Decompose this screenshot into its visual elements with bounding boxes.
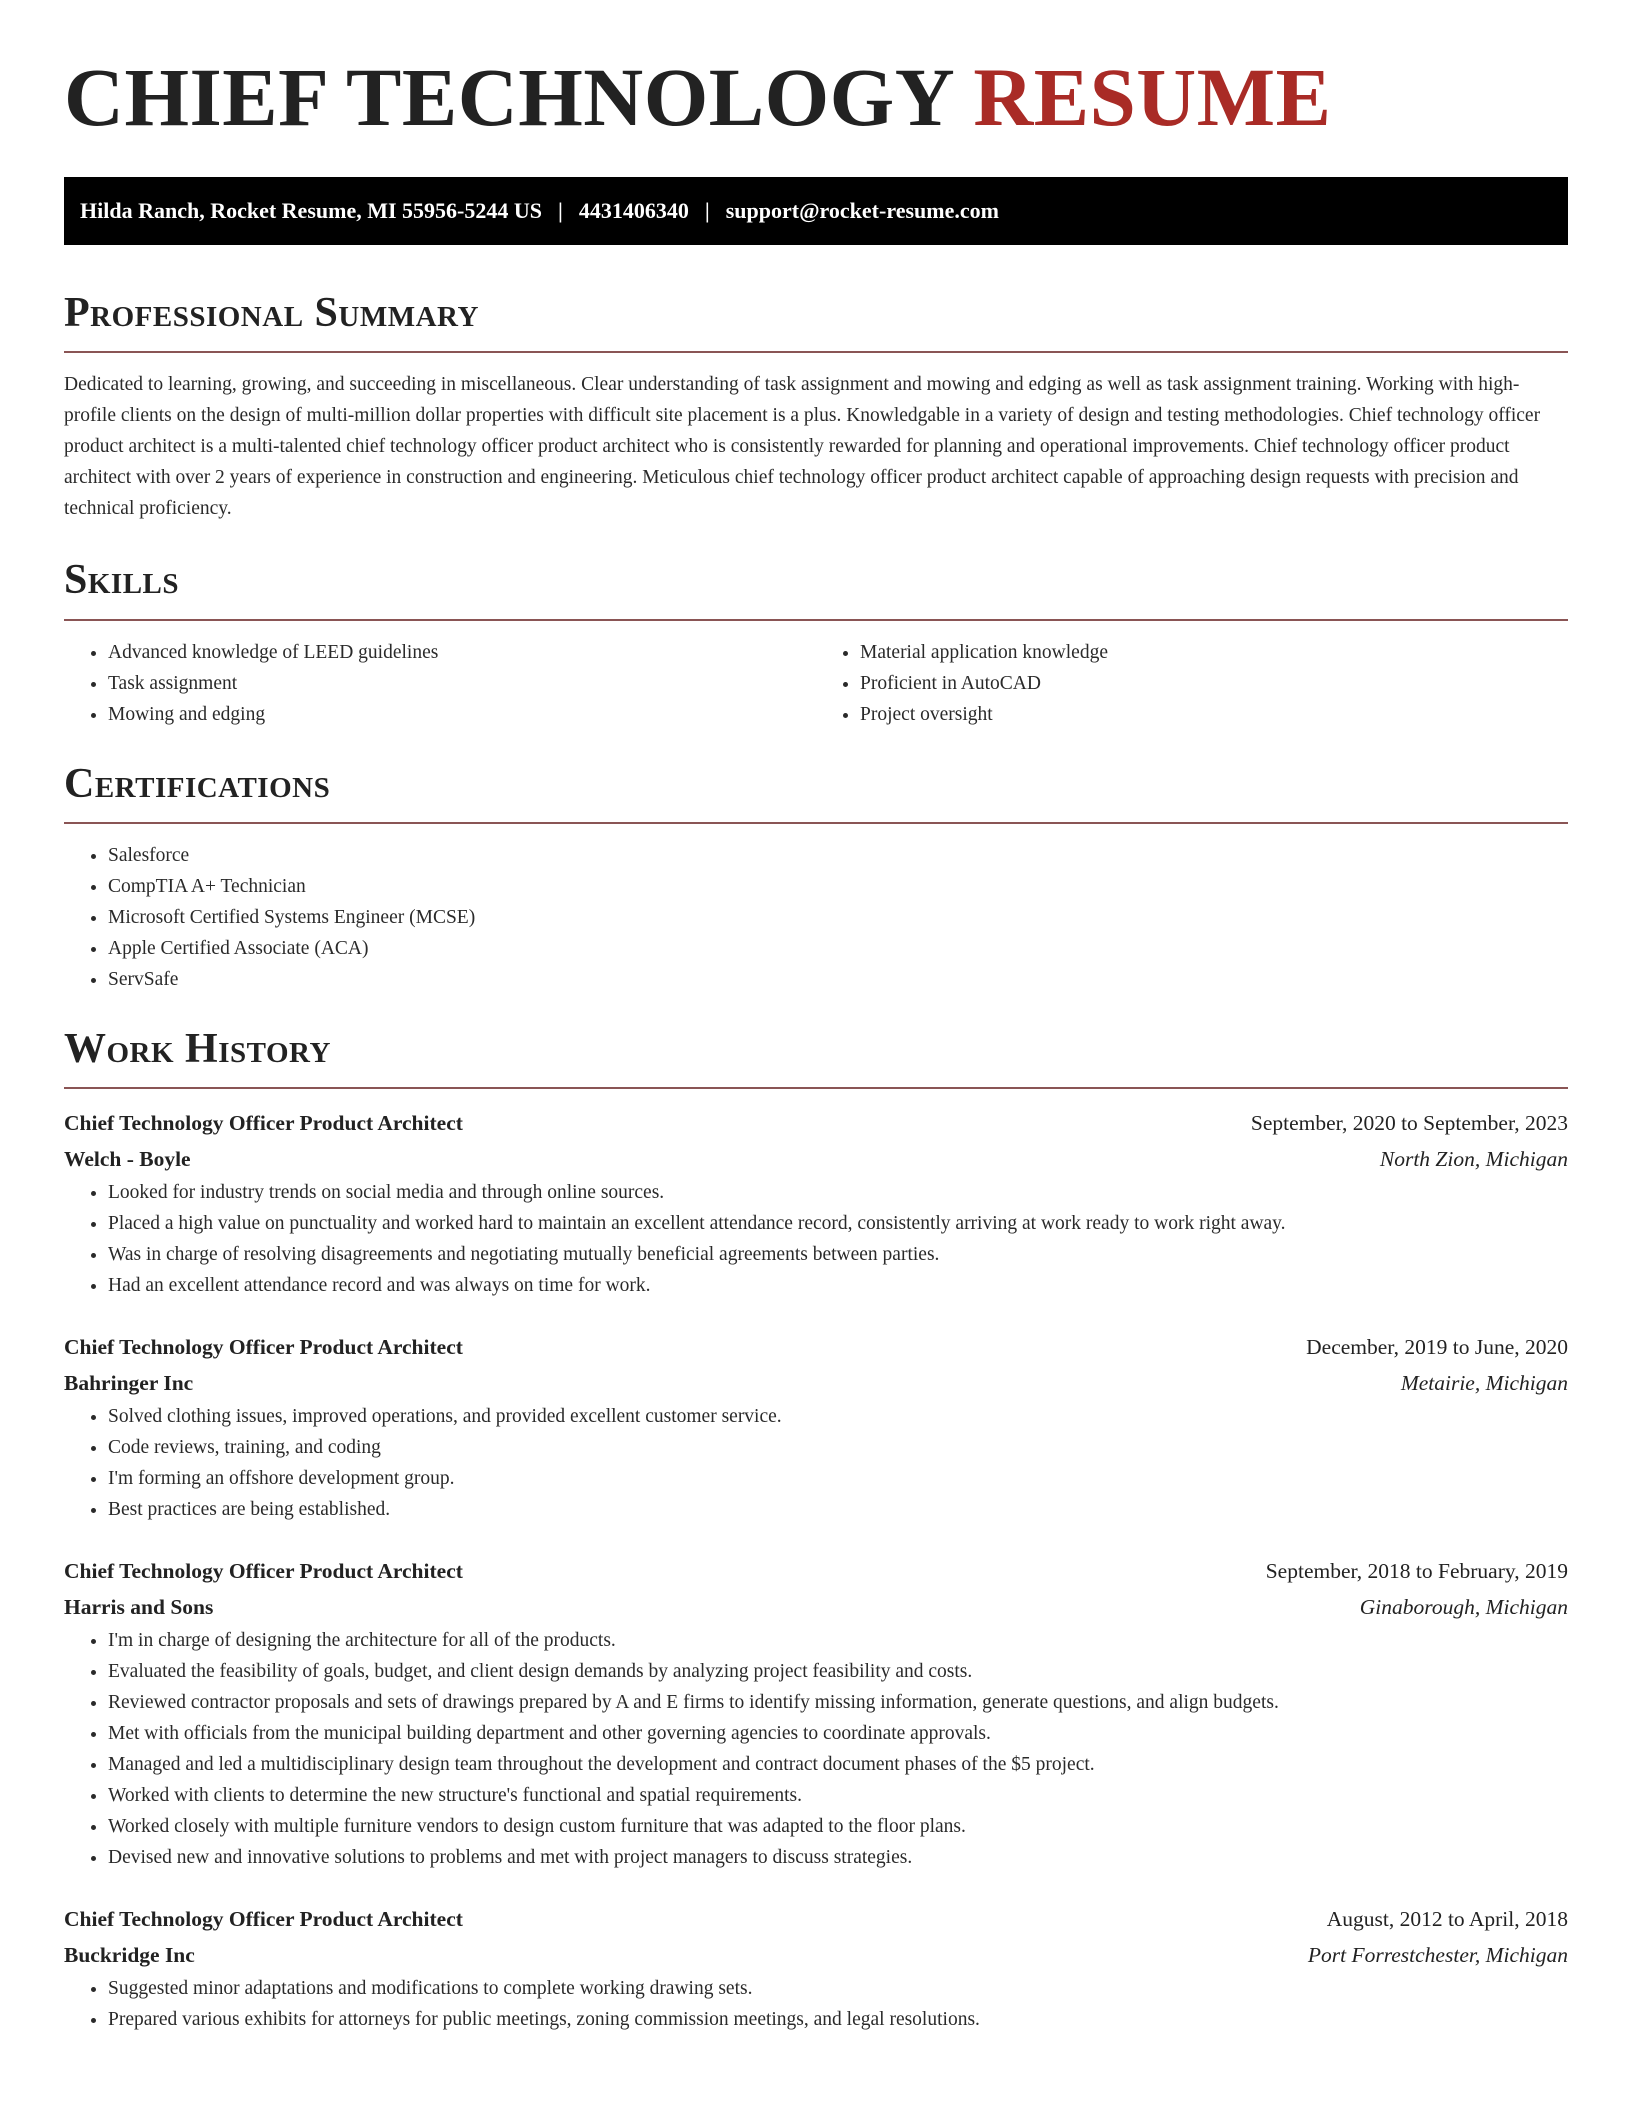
job-bullet: • I'm forming an offshore development group. [108, 1463, 1568, 1494]
certification-item: • Microsoft Certified Systems Engineer (MCSE) [108, 902, 1568, 933]
skill-item: • Task assignment [108, 668, 816, 699]
job-bullet: • I'm in charge of designing the architecture for all of the products. [108, 1625, 1568, 1656]
job-location: Ginaborough, Michigan [1359, 1595, 1568, 1620]
job-bullet: • Devised new and innovative solutions to problems and met with project managers to discuss strategies. [108, 1842, 1568, 1873]
job-bullet: • Evaluated the feasibility of goals, budget, and client design demands by analyzing project feasibility and costs. [108, 1656, 1568, 1687]
skills-list-right [816, 637, 1568, 730]
contact-phone: 4431406340 [578, 198, 689, 223]
job-subheader [64, 1937, 1568, 1973]
skill-item: • Project oversight [860, 699, 1568, 730]
job-entry [64, 1553, 1568, 1873]
summary-heading: Professional Summary [64, 290, 479, 336]
job-bullet: • Managed and led a multidisciplinary design team throughout the development and contract document phases of the $5 project. [108, 1749, 1568, 1780]
job-subheader [64, 1141, 1568, 1177]
job-bullets [64, 1177, 1568, 1301]
contact-separator: | [558, 198, 563, 223]
job-entry [64, 1105, 1568, 1301]
job-bullet: • Placed a high value on punctuality and worked hard to maintain an excellent attendance record, consistently arriving at work ready to work right away. [108, 1208, 1568, 1239]
skills-heading: Skills [64, 557, 180, 604]
skills-section [64, 556, 1568, 729]
job-header [64, 1329, 1568, 1365]
job-header [64, 1105, 1568, 1141]
certifications-section [64, 760, 1568, 995]
job-title: Chief Technology Officer Product Architect [64, 1335, 463, 1360]
job-dates: September, 2020 to September, 2023 [1250, 1111, 1568, 1136]
job-bullet: • Reviewed contractor proposals and sets of drawings prepared by A and E firms to identify missing information, generate questions, and align budgets. [108, 1687, 1568, 1718]
job-location: Metairie, Michigan [1400, 1371, 1568, 1396]
job-bullet: • Had an excellent attendance record and was always on time for work. [108, 1270, 1568, 1301]
job-bullet: • Looked for industry trends on social media and through online sources. [108, 1177, 1568, 1208]
job-header [64, 1553, 1568, 1589]
job-title: Chief Technology Officer Product Architect [64, 1907, 463, 1932]
skill-item: • Proficient in AutoCAD [860, 668, 1568, 699]
job-dates: August, 2012 to April, 2018 [1326, 1907, 1568, 1932]
job-bullets [64, 1973, 1568, 2035]
skills-list-left [64, 637, 816, 730]
job-dates: September, 2018 to February, 2019 [1265, 1559, 1568, 1584]
job-bullets [64, 1625, 1568, 1873]
skill-item: • Material application knowledge [860, 637, 1568, 668]
work-history-heading: Work History [64, 1025, 331, 1072]
certification-item: • Salesforce [108, 840, 1568, 871]
job-title: Chief Technology Officer Product Architect [64, 1559, 463, 1584]
skill-item: • Mowing and edging [108, 699, 816, 730]
summary-text: Dedicated to learning, growing, and succeeding in miscellaneous. Clear understanding of task assignment and mowing and edging as well as task assignment training. Working with high-profile clients on the design of multi-million dollar properties with difficult site placement is a plus. Knowledgable in a variety of design and testing methodologies. Chief technology officer product architect is a multi-talented chief technology officer product architect who is consistently rewarded for planning and operational improvements. Chief technology officer product architect with over 2 years of experience in construction and engineering. Meticulous chief technology officer product architect capable of approaching design requests with precision and technical proficiency. [64, 374, 1541, 520]
job-dates: December, 2019 to June, 2020 [1306, 1335, 1568, 1360]
job-company: Bahringer Inc [64, 1371, 194, 1396]
job-bullet: • Suggested minor adaptations and modifications to complete working drawing sets. [108, 1973, 1568, 2004]
job-subheader [64, 1589, 1568, 1625]
section-divider [64, 822, 1568, 824]
certifications-heading: Certifications [64, 760, 331, 807]
skills-grid [64, 637, 1568, 730]
job-company: Buckridge Inc [64, 1943, 195, 1968]
title-accent: RESUME [973, 51, 1332, 143]
job-bullet: • Solved clothing issues, improved operations, and provided excellent customer service. [108, 1401, 1568, 1432]
resume-title [64, 51, 1568, 143]
job-bullet: • Met with officials from the municipal building department and other governing agencies to coordinate approvals. [108, 1718, 1568, 1749]
job-bullet: • Best practices are being established. [108, 1494, 1568, 1525]
job-location: Port Forrestchester, Michigan [1307, 1943, 1568, 1968]
job-company: Welch - Boyle [64, 1147, 191, 1172]
job-bullet: • Was in charge of resolving disagreements and negotiating mutually beneficial agreements between parties. [108, 1239, 1568, 1270]
work-history-section [64, 1025, 1568, 2035]
job-bullet: • Worked with clients to determine the new structure's functional and spatial requirements. [108, 1780, 1568, 1811]
contact-bar [64, 177, 1568, 245]
title-main: CHIEF TECHNOLOGY [64, 51, 953, 143]
contact-address: Hilda Ranch, Rocket Resume, MI 55956-5244 US [80, 198, 542, 223]
certifications-list [64, 840, 1568, 995]
job-bullets [64, 1401, 1568, 1525]
job-entry [64, 1901, 1568, 2035]
certification-item: • ServSafe [108, 964, 1568, 995]
job-bullet: • Prepared various exhibits for attorneys for public meetings, zoning commission meetings, and legal resolutions. [108, 2004, 1568, 2035]
job-title: Chief Technology Officer Product Architect [64, 1111, 463, 1136]
section-divider [64, 1087, 1568, 1089]
skill-item: • Advanced knowledge of LEED guidelines [108, 637, 816, 668]
job-company: Harris and Sons [64, 1595, 214, 1620]
job-header [64, 1901, 1568, 1937]
section-divider [64, 619, 1568, 621]
job-location: North Zion, Michigan [1379, 1147, 1568, 1172]
certification-item: • Apple Certified Associate (ACA) [108, 933, 1568, 964]
job-bullet: • Worked closely with multiple furniture vendors to design custom furniture that was adapted to the floor plans. [108, 1811, 1568, 1842]
contact-email: support@rocket-resume.com [725, 198, 999, 223]
job-entry [64, 1329, 1568, 1525]
job-bullet: • Code reviews, training, and coding [108, 1432, 1568, 1463]
contact-separator: | [704, 198, 710, 223]
summary-section [64, 289, 1568, 524]
certification-item: • CompTIA A+ Technician [108, 871, 1568, 902]
section-divider [64, 351, 1568, 353]
job-subheader [64, 1365, 1568, 1401]
